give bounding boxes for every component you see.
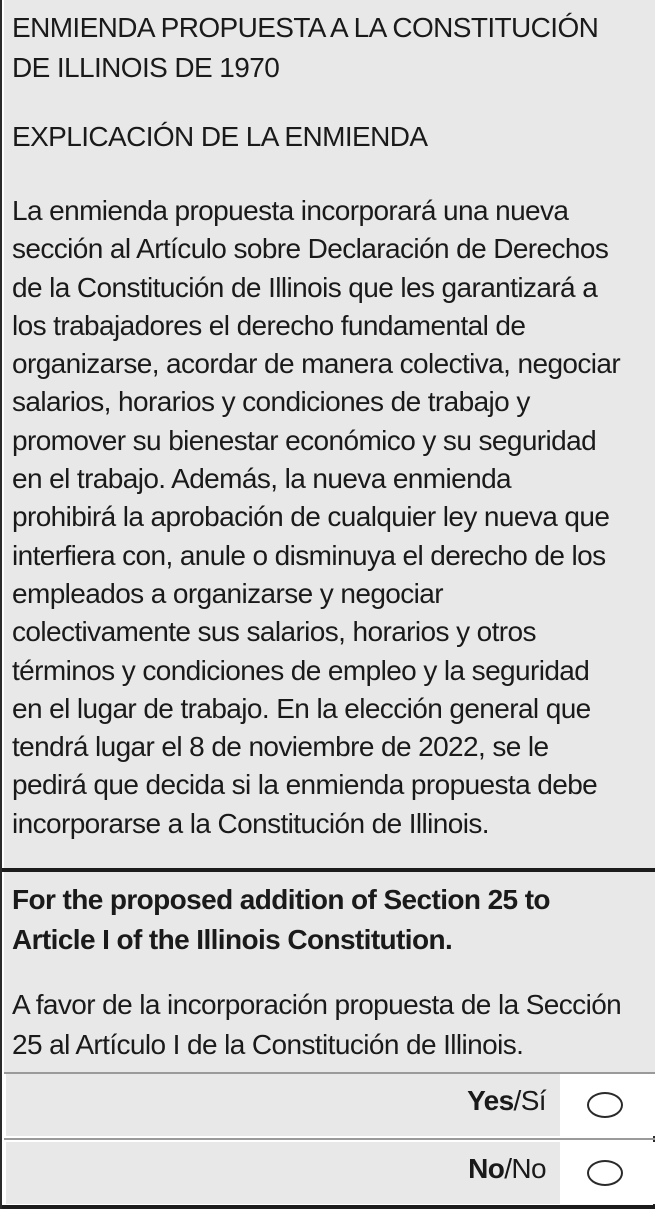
amendment-title: ENMIENDA PROPUESTA A LA CONSTITUCIÓN DE ILLINOIS DE 1970 [12,12,599,83]
row-separator [4,1138,655,1140]
bottom-rule [2,1205,655,1209]
option-yes-oval[interactable] [587,1092,623,1118]
option-no-english: No [468,1153,505,1184]
ballot-question-panel [4,872,655,1074]
option-yes-spanish: Sí [520,1085,546,1116]
option-no-row[interactable] [4,1142,655,1204]
option-yes-row[interactable] [4,1074,655,1136]
option-no-spanish: No [511,1153,546,1184]
option-no-oval[interactable] [587,1160,623,1186]
option-yes-english: Yes [467,1085,514,1116]
option-no-label [6,1142,560,1204]
option-yes-label [6,1074,560,1136]
option-no-separator: / [504,1153,512,1184]
explanation-heading: EXPLICACIÓN DE LA ENMIENDA [12,121,428,152]
option-yes-separator: / [513,1085,521,1116]
explanation-body: La enmienda propuesta incorporará una nueva sección al Artículo sobre Declaración de Derechos de la Constitución de Illinois que les garantizará a los trabajadores el derecho fundamental de organizarse, acordar de manera colectiva, negociar salarios, horarios y condiciones de trabajo y promover su bienestar económico y su seguridad en el trabajo. Además, la nueva enmienda prohibirá la aprobación de cualquier ley nueva que interfiera con, anule o disminuya el derecho de los empleados a organizarse y negociar colectivamente sus salarios, horarios y otros términos y condiciones de empleo y la seguridad en el lugar de trabajo. En la elección general que tendrá lugar el 8 de noviembre de 2022, se le pedirá que decida si la enmienda propuesta debe incorporarse a la Constitución de Illinois. [12,195,621,839]
ballot-question-spanish: A favor de la incorporación propuesta de la Sección 25 al Artículo I de la Constitución de Illinois. [12,989,622,1060]
ballot-question-english: For the proposed addition of Section 25 to Article I of the Illinois Constitution. [12,884,550,955]
amendment-explanation-panel [4,0,655,868]
